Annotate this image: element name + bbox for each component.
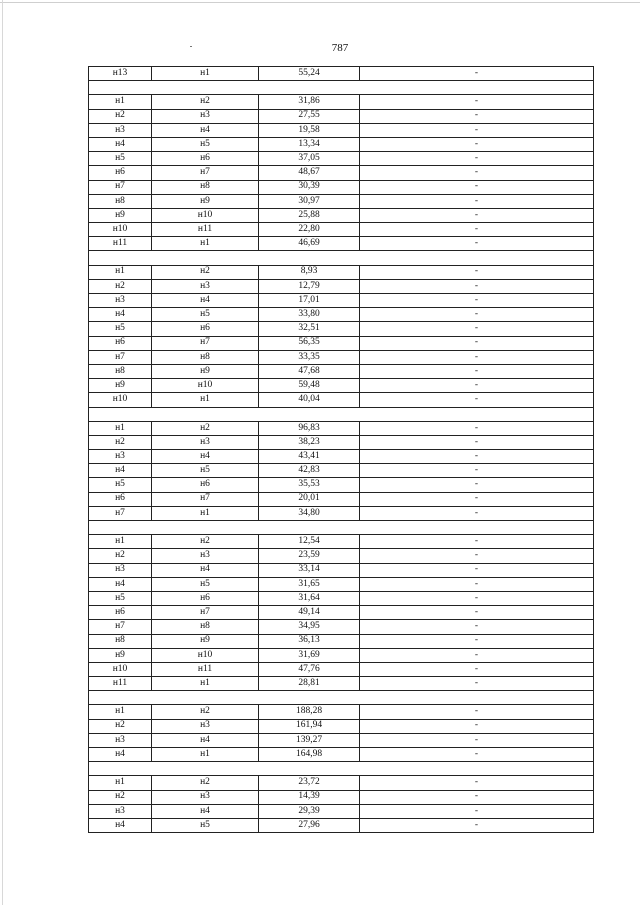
description-cell: - xyxy=(360,294,594,308)
description-cell: - xyxy=(360,549,594,563)
from-point-cell: н7 xyxy=(89,180,152,194)
to-point-cell: н1 xyxy=(152,237,259,251)
length-cell: 27,96 xyxy=(259,818,360,832)
length-cell: 23,72 xyxy=(259,776,360,790)
length-cell: 8,93 xyxy=(259,265,360,279)
to-point-cell: н2 xyxy=(152,265,259,279)
to-point-cell: н1 xyxy=(152,506,259,520)
description-cell: - xyxy=(360,67,594,81)
length-cell: 25,88 xyxy=(259,208,360,222)
from-point-cell: н4 xyxy=(89,577,152,591)
length-cell: 12,54 xyxy=(259,535,360,549)
length-cell: 188,28 xyxy=(259,705,360,719)
from-point-cell: н2 xyxy=(89,279,152,293)
to-point-cell: н1 xyxy=(152,393,259,407)
table-row xyxy=(89,634,594,648)
description-cell: - xyxy=(360,421,594,435)
to-point-cell: н5 xyxy=(152,137,259,151)
from-point-cell: н5 xyxy=(89,152,152,166)
to-point-cell: н7 xyxy=(152,336,259,350)
from-point-cell: н9 xyxy=(89,208,152,222)
length-cell: 29,39 xyxy=(259,804,360,818)
from-point-cell: н4 xyxy=(89,464,152,478)
to-point-cell: н1 xyxy=(152,748,259,762)
description-cell: - xyxy=(360,152,594,166)
section-separator-row xyxy=(89,407,594,421)
length-cell: 13,34 xyxy=(259,137,360,151)
length-cell: 35,53 xyxy=(259,478,360,492)
description-cell: - xyxy=(360,435,594,449)
table-row xyxy=(89,478,594,492)
table-row xyxy=(89,563,594,577)
to-point-cell: н7 xyxy=(152,492,259,506)
table-row xyxy=(89,620,594,634)
from-point-cell: н2 xyxy=(89,790,152,804)
description-cell: - xyxy=(360,804,594,818)
to-point-cell: н9 xyxy=(152,194,259,208)
from-point-cell: н6 xyxy=(89,492,152,506)
description-cell: - xyxy=(360,662,594,676)
description-cell: - xyxy=(360,322,594,336)
from-point-cell: н10 xyxy=(89,662,152,676)
table-row xyxy=(89,435,594,449)
table-row xyxy=(89,166,594,180)
description-cell: - xyxy=(360,535,594,549)
to-point-cell: н7 xyxy=(152,166,259,180)
scan-edge-left xyxy=(2,0,3,905)
from-point-cell: н1 xyxy=(89,265,152,279)
to-point-cell: н8 xyxy=(152,620,259,634)
length-cell: 28,81 xyxy=(259,677,360,691)
to-point-cell: н4 xyxy=(152,804,259,818)
table-row xyxy=(89,294,594,308)
table-row xyxy=(89,237,594,251)
to-point-cell: н2 xyxy=(152,776,259,790)
description-cell: - xyxy=(360,123,594,137)
from-point-cell: н6 xyxy=(89,336,152,350)
length-cell: 48,67 xyxy=(259,166,360,180)
to-point-cell: н3 xyxy=(152,549,259,563)
from-point-cell: н2 xyxy=(89,719,152,733)
from-point-cell: н3 xyxy=(89,123,152,137)
from-point-cell: н3 xyxy=(89,804,152,818)
length-cell: 161,94 xyxy=(259,719,360,733)
from-point-cell: н5 xyxy=(89,591,152,605)
description-cell: - xyxy=(360,194,594,208)
to-point-cell: н10 xyxy=(152,379,259,393)
table-row xyxy=(89,123,594,137)
table-row xyxy=(89,748,594,762)
section-separator-cell xyxy=(89,691,594,705)
from-point-cell: н5 xyxy=(89,322,152,336)
table-row xyxy=(89,379,594,393)
to-point-cell: н8 xyxy=(152,180,259,194)
length-cell: 40,04 xyxy=(259,393,360,407)
description-cell: - xyxy=(360,705,594,719)
table-row xyxy=(89,577,594,591)
length-cell: 17,01 xyxy=(259,294,360,308)
from-point-cell: н8 xyxy=(89,194,152,208)
length-cell: 31,69 xyxy=(259,648,360,662)
length-cell: 42,83 xyxy=(259,464,360,478)
table-row xyxy=(89,506,594,520)
section-separator-row xyxy=(89,521,594,535)
table-row xyxy=(89,194,594,208)
section-separator-row xyxy=(89,691,594,705)
table-row xyxy=(89,733,594,747)
length-cell: 59,48 xyxy=(259,379,360,393)
table-row xyxy=(89,279,594,293)
to-point-cell: н5 xyxy=(152,577,259,591)
description-cell: - xyxy=(360,606,594,620)
description-cell: - xyxy=(360,336,594,350)
description-cell: - xyxy=(360,166,594,180)
length-cell: 43,41 xyxy=(259,450,360,464)
from-point-cell: н4 xyxy=(89,137,152,151)
from-point-cell: н1 xyxy=(89,535,152,549)
from-point-cell: н1 xyxy=(89,421,152,435)
length-cell: 139,27 xyxy=(259,733,360,747)
to-point-cell: н9 xyxy=(152,364,259,378)
from-point-cell: н3 xyxy=(89,733,152,747)
section-separator-cell xyxy=(89,407,594,421)
table-row xyxy=(89,109,594,123)
to-point-cell: н4 xyxy=(152,450,259,464)
description-cell: - xyxy=(360,350,594,364)
length-cell: 34,95 xyxy=(259,620,360,634)
from-point-cell: н3 xyxy=(89,563,152,577)
length-cell: 32,51 xyxy=(259,322,360,336)
to-point-cell: н2 xyxy=(152,95,259,109)
description-cell: - xyxy=(360,180,594,194)
from-point-cell: н7 xyxy=(89,350,152,364)
description-cell: - xyxy=(360,677,594,691)
section-separator-row xyxy=(89,251,594,265)
description-cell: - xyxy=(360,506,594,520)
length-cell: 27,55 xyxy=(259,109,360,123)
description-cell: - xyxy=(360,563,594,577)
from-point-cell: н9 xyxy=(89,648,152,662)
table-row xyxy=(89,223,594,237)
table-row xyxy=(89,535,594,549)
to-point-cell: н6 xyxy=(152,591,259,605)
to-point-cell: н3 xyxy=(152,719,259,733)
section-separator-row xyxy=(89,762,594,776)
from-point-cell: н3 xyxy=(89,450,152,464)
from-point-cell: н1 xyxy=(89,95,152,109)
to-point-cell: н9 xyxy=(152,634,259,648)
from-point-cell: н7 xyxy=(89,506,152,520)
length-cell: 14,39 xyxy=(259,790,360,804)
to-point-cell: н6 xyxy=(152,478,259,492)
section-separator-cell xyxy=(89,251,594,265)
from-point-cell: н5 xyxy=(89,478,152,492)
to-point-cell: н6 xyxy=(152,322,259,336)
from-point-cell: н11 xyxy=(89,237,152,251)
length-cell: 31,86 xyxy=(259,95,360,109)
description-cell: - xyxy=(360,137,594,151)
table-body xyxy=(89,67,594,833)
length-cell: 56,35 xyxy=(259,336,360,350)
length-cell: 37,05 xyxy=(259,152,360,166)
section-separator-cell xyxy=(89,762,594,776)
from-point-cell: н3 xyxy=(89,294,152,308)
table-row xyxy=(89,67,594,81)
table-row xyxy=(89,591,594,605)
table-row xyxy=(89,421,594,435)
from-point-cell: н10 xyxy=(89,223,152,237)
length-cell: 33,80 xyxy=(259,308,360,322)
from-point-cell: н2 xyxy=(89,109,152,123)
length-cell: 20,01 xyxy=(259,492,360,506)
to-point-cell: н4 xyxy=(152,563,259,577)
description-cell: - xyxy=(360,379,594,393)
to-point-cell: н3 xyxy=(152,435,259,449)
description-cell: - xyxy=(360,109,594,123)
to-point-cell: н2 xyxy=(152,705,259,719)
from-point-cell: н4 xyxy=(89,748,152,762)
from-point-cell: н1 xyxy=(89,705,152,719)
description-cell: - xyxy=(360,265,594,279)
from-point-cell: н4 xyxy=(89,308,152,322)
table-row xyxy=(89,95,594,109)
description-cell: - xyxy=(360,478,594,492)
from-point-cell: н7 xyxy=(89,620,152,634)
description-cell: - xyxy=(360,591,594,605)
description-cell: - xyxy=(360,223,594,237)
length-cell: 31,65 xyxy=(259,577,360,591)
description-cell: - xyxy=(360,492,594,506)
table-row xyxy=(89,719,594,733)
to-point-cell: н4 xyxy=(152,733,259,747)
from-point-cell: н8 xyxy=(89,364,152,378)
table-row xyxy=(89,677,594,691)
description-cell: - xyxy=(360,279,594,293)
section-separator-row xyxy=(89,81,594,95)
length-cell: 164,98 xyxy=(259,748,360,762)
to-point-cell: н5 xyxy=(152,464,259,478)
to-point-cell: н4 xyxy=(152,123,259,137)
to-point-cell: н6 xyxy=(152,152,259,166)
to-point-cell: н8 xyxy=(152,350,259,364)
length-cell: 33,14 xyxy=(259,563,360,577)
from-point-cell: н6 xyxy=(89,166,152,180)
table-row xyxy=(89,818,594,832)
section-separator-cell xyxy=(89,81,594,95)
table-row xyxy=(89,137,594,151)
description-cell: - xyxy=(360,308,594,322)
length-cell: 47,76 xyxy=(259,662,360,676)
to-point-cell: н10 xyxy=(152,648,259,662)
length-cell: 30,39 xyxy=(259,180,360,194)
description-cell: - xyxy=(360,364,594,378)
length-cell: 12,79 xyxy=(259,279,360,293)
table-row xyxy=(89,450,594,464)
table-row xyxy=(89,790,594,804)
length-cell: 36,13 xyxy=(259,634,360,648)
length-cell: 96,83 xyxy=(259,421,360,435)
from-point-cell: н6 xyxy=(89,606,152,620)
from-point-cell: н2 xyxy=(89,435,152,449)
description-cell: - xyxy=(360,733,594,747)
table-row xyxy=(89,393,594,407)
length-cell: 38,23 xyxy=(259,435,360,449)
table-row xyxy=(89,336,594,350)
description-cell: - xyxy=(360,648,594,662)
description-cell: - xyxy=(360,748,594,762)
length-cell: 19,58 xyxy=(259,123,360,137)
description-cell: - xyxy=(360,719,594,733)
from-point-cell: н10 xyxy=(89,393,152,407)
description-cell: - xyxy=(360,577,594,591)
description-cell: - xyxy=(360,790,594,804)
to-point-cell: н3 xyxy=(152,279,259,293)
to-point-cell: н2 xyxy=(152,421,259,435)
to-point-cell: н10 xyxy=(152,208,259,222)
description-cell: - xyxy=(360,237,594,251)
length-cell: 31,64 xyxy=(259,591,360,605)
table-row xyxy=(89,662,594,676)
to-point-cell: н5 xyxy=(152,818,259,832)
from-point-cell: н11 xyxy=(89,677,152,691)
from-point-cell: н8 xyxy=(89,634,152,648)
from-point-cell: н13 xyxy=(89,67,152,81)
length-cell: 47,68 xyxy=(259,364,360,378)
description-cell: - xyxy=(360,95,594,109)
to-point-cell: н3 xyxy=(152,790,259,804)
table-row xyxy=(89,464,594,478)
description-cell: - xyxy=(360,818,594,832)
table-row xyxy=(89,180,594,194)
description-cell: - xyxy=(360,208,594,222)
length-cell: 55,24 xyxy=(259,67,360,81)
description-cell: - xyxy=(360,464,594,478)
to-point-cell: н7 xyxy=(152,606,259,620)
to-point-cell: н2 xyxy=(152,535,259,549)
to-point-cell: н5 xyxy=(152,308,259,322)
boundary-segments-table xyxy=(88,66,594,833)
table-row xyxy=(89,308,594,322)
table-row xyxy=(89,705,594,719)
table-row xyxy=(89,804,594,818)
length-cell: 22,80 xyxy=(259,223,360,237)
from-point-cell: н9 xyxy=(89,379,152,393)
table-row xyxy=(89,492,594,506)
description-cell: - xyxy=(360,776,594,790)
page-number: 787 xyxy=(331,42,349,54)
description-cell: - xyxy=(360,393,594,407)
to-point-cell: н4 xyxy=(152,294,259,308)
table-row xyxy=(89,208,594,222)
to-point-cell: н11 xyxy=(152,662,259,676)
table-row xyxy=(89,776,594,790)
description-cell: - xyxy=(360,620,594,634)
table-row xyxy=(89,350,594,364)
table-row xyxy=(89,606,594,620)
table-row xyxy=(89,152,594,166)
description-cell: - xyxy=(360,634,594,648)
length-cell: 30,97 xyxy=(259,194,360,208)
from-point-cell: н2 xyxy=(89,549,152,563)
length-cell: 46,69 xyxy=(259,237,360,251)
table-row xyxy=(89,265,594,279)
table-row xyxy=(89,322,594,336)
to-point-cell: н11 xyxy=(152,223,259,237)
length-cell: 49,14 xyxy=(259,606,360,620)
to-point-cell: н1 xyxy=(152,677,259,691)
from-point-cell: н4 xyxy=(89,818,152,832)
length-cell: 23,59 xyxy=(259,549,360,563)
length-cell: 33,35 xyxy=(259,350,360,364)
to-point-cell: н1 xyxy=(152,67,259,81)
section-separator-cell xyxy=(89,521,594,535)
table-row xyxy=(89,364,594,378)
scan-edge-top xyxy=(0,2,640,3)
length-cell: 34,80 xyxy=(259,506,360,520)
to-point-cell: н3 xyxy=(152,109,259,123)
table-row xyxy=(89,549,594,563)
from-point-cell: н1 xyxy=(89,776,152,790)
table-row xyxy=(89,648,594,662)
description-cell: - xyxy=(360,450,594,464)
